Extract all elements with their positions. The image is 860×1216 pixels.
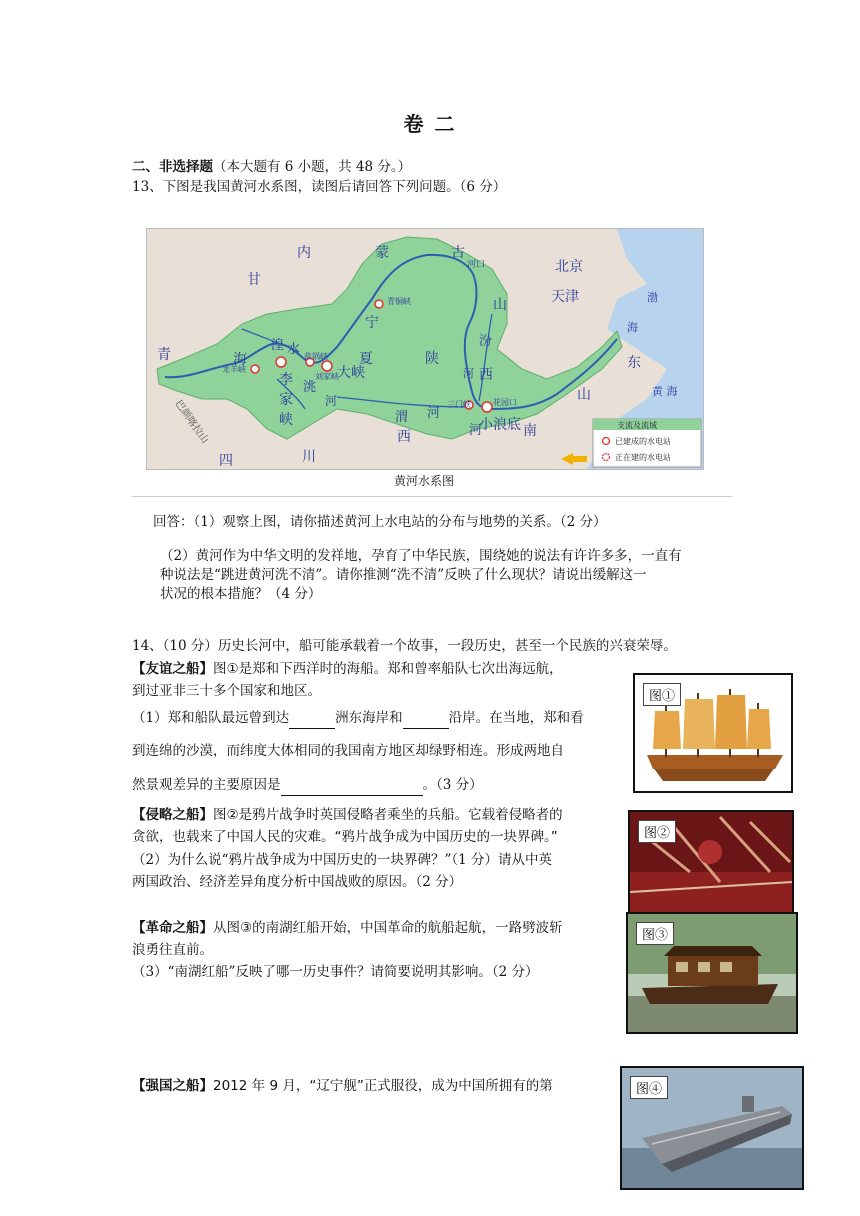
arrow-left-icon xyxy=(561,453,587,465)
map-label: 陕 xyxy=(425,351,439,367)
map-label: 北京 xyxy=(555,259,583,275)
power-ship-line1 xyxy=(132,1076,553,1096)
yellow-river-map xyxy=(146,228,704,470)
revolution-ship-line2: 浪勇往直前。 xyxy=(132,942,213,958)
q13-part2-line2: 种说法是“跳进黄河洗不清”。请你推测“洗不清”反映了什么现状？请说出缓解这一 xyxy=(160,567,647,583)
q14-part1-line3 xyxy=(132,775,483,796)
q14-part1-line2: 到连绵的沙漠，而纬度大体相同的我国南方地区却绿野相连。形成两地自 xyxy=(132,743,564,759)
map-label: 小浪底 xyxy=(479,417,521,433)
section-heading xyxy=(132,157,411,177)
figure-label: 图① xyxy=(643,683,681,706)
map-legend xyxy=(561,419,701,467)
invasion-ship-line1 xyxy=(132,805,563,825)
map-label: 南 xyxy=(523,423,537,439)
map-caption: 黄河水系图 xyxy=(393,474,454,488)
friendship-ship-line2: 到过亚非三十多个国家和地区。 xyxy=(132,683,321,699)
map-label: 河口 xyxy=(467,260,486,270)
figure-4-liaoning-carrier xyxy=(620,1066,804,1190)
map-label: 水 xyxy=(287,342,301,357)
map-label: 甘 xyxy=(247,272,261,288)
invasion-ship-line2: 贪欲，也载来了中国人民的灾难。“鸦片战争成为中国历史的一块界碑。” xyxy=(132,829,558,845)
hydro-station-icon xyxy=(251,365,259,373)
figure-label: 图③ xyxy=(636,922,674,945)
svg-text:已建成的水电站: 已建成的水电站 xyxy=(615,437,671,446)
map-label: 龙羊峡 xyxy=(222,365,246,374)
map-label: 渤 xyxy=(647,291,658,304)
power-text: 2012 年 9 月，“辽宁舰”正式服役，成为中国所拥有的第 xyxy=(213,1078,553,1094)
hydro-station-icon xyxy=(482,402,492,412)
map-label: 东 xyxy=(627,355,641,371)
map-label: 青 xyxy=(157,347,171,363)
map-label: 渭 xyxy=(395,410,409,425)
map-label: 川 xyxy=(302,449,316,465)
q13-part1: 回答：（1）观察上图，请你描述黄河上水电站的分布与地势的关系。（2 分） xyxy=(153,514,607,530)
answer-blank[interactable] xyxy=(289,708,335,729)
q14-part3: （3）“南湖红船”反映了哪一历史事件？请简要说明其影响。（2 分） xyxy=(132,964,539,980)
q14-stem: 14、（10 分）历史长河中，船可能承载着一个故事，一段历史，甚至一个民族的兴衰荣辱。 xyxy=(132,638,677,654)
answer-blank[interactable] xyxy=(403,708,449,729)
map-label: 青铜峡 xyxy=(387,297,411,306)
map-label: 河 xyxy=(325,394,338,408)
map-label: 四 xyxy=(219,453,233,469)
svg-text:正在建的水电站: 正在建的水电站 xyxy=(615,453,671,462)
map-label: 湟 xyxy=(271,338,285,353)
hydro-station-icon xyxy=(322,361,332,371)
map-label: 黄 海 xyxy=(652,385,678,398)
q14-part1-l3b: 。（3 分） xyxy=(422,777,483,793)
invasion-heading: 【侵略之船】 xyxy=(132,807,213,823)
map-label: 巴颜喀拉山 xyxy=(172,398,211,446)
map-label: 汾 xyxy=(479,334,493,349)
map-label: 峡 xyxy=(279,412,293,428)
q14-part1-b: 洲东海岸和 xyxy=(335,710,403,726)
figure-2-british-warship xyxy=(628,810,794,916)
river-basin xyxy=(157,237,622,439)
map-label: 刘家峡 xyxy=(315,372,339,381)
map-label: 河 xyxy=(427,406,441,421)
hydro-station-icon xyxy=(276,357,286,367)
revolution-ship-line1 xyxy=(132,918,563,938)
section-note: （本大题有 6 小题，共 48 分。） xyxy=(213,159,412,175)
q14-part1-a: （1）郑和船队最远曾到达 xyxy=(132,710,290,726)
map-label: 花园口 xyxy=(493,398,517,407)
map-label: 山 xyxy=(577,387,591,403)
map-label: 山 xyxy=(493,297,507,313)
answer-blank[interactable] xyxy=(281,775,423,796)
q13-part2-line1: （2）黄河作为中华文明的发祥地，孕育了中华民族，围绕她的说法有许许多多，一直有 xyxy=(160,548,682,564)
map-label: 河 xyxy=(469,423,483,438)
q14-part2-line2: 两国政治、经济差异角度分析中国战败的原因。（2 分） xyxy=(132,874,463,890)
map-label: 河 xyxy=(463,367,474,380)
figure-3-nanhu-red-boat xyxy=(626,912,798,1034)
q14-part1-c: 沿岸。在当地，郑和看 xyxy=(448,710,584,726)
figure-label: 图④ xyxy=(630,1076,668,1099)
revolution-heading: 【革命之船】 xyxy=(132,920,213,936)
map-label: 李 xyxy=(279,372,293,388)
map-label: 大峡 xyxy=(337,365,365,381)
friendship-text: 图①是郑和下西洋时的海船。郑和曾率船队七次出海远航， xyxy=(213,661,563,677)
map-label: 内 xyxy=(297,245,311,261)
hydro-station-icon xyxy=(375,300,383,308)
q13-part2-line3: 状况的根本措施？（4 分） xyxy=(160,586,322,602)
map-label: 宁 xyxy=(365,315,379,331)
map-label: 蒙 xyxy=(375,245,389,261)
map-label: 洮 xyxy=(303,380,317,395)
figure-1-zhenghe-ship xyxy=(633,673,793,793)
friendship-ship-line1 xyxy=(132,659,563,679)
map-label: 家 xyxy=(279,392,293,408)
map-label: 西 xyxy=(397,429,411,445)
map-label: 天津 xyxy=(551,289,579,305)
map-label: 古 xyxy=(451,245,465,261)
revolution-text: 从图③的南湖红船开始，中国革命的航船起航，一路劈波斩 xyxy=(213,920,563,936)
page-title: 卷 二 xyxy=(403,112,457,136)
map-label: 海 xyxy=(627,321,638,334)
map-label: 西 xyxy=(479,367,493,383)
figure-label: 图② xyxy=(638,820,676,843)
section-head: 二、非选择题 xyxy=(132,159,213,175)
map-label: 三门峡 xyxy=(447,400,471,409)
map-label: 夏 xyxy=(359,351,373,367)
map-label: 海 xyxy=(233,352,247,368)
q14-part1-line1 xyxy=(132,708,584,729)
power-heading: 【强国之船】 xyxy=(132,1078,213,1094)
invasion-text: 图②是鸦片战争时英国侵略者乘坐的兵船。它载着侵略者的 xyxy=(213,807,563,823)
q13-stem: 13、下图是我国黄河水系图，读图后请回答下列问题。（6 分） xyxy=(132,179,507,195)
svg-text:支流及流域: 支流及流域 xyxy=(617,421,657,430)
q14-part2-line1: （2）为什么说“鸦片战争成为中国历史的一块界碑？”（1 分）请从中英 xyxy=(132,852,553,868)
map-label: 盐锅峡 xyxy=(304,352,328,361)
q14-part1-l3a: 然景观差异的主要原因是 xyxy=(132,777,281,793)
friendship-heading: 【友谊之船】 xyxy=(132,661,213,677)
divider xyxy=(132,496,732,497)
